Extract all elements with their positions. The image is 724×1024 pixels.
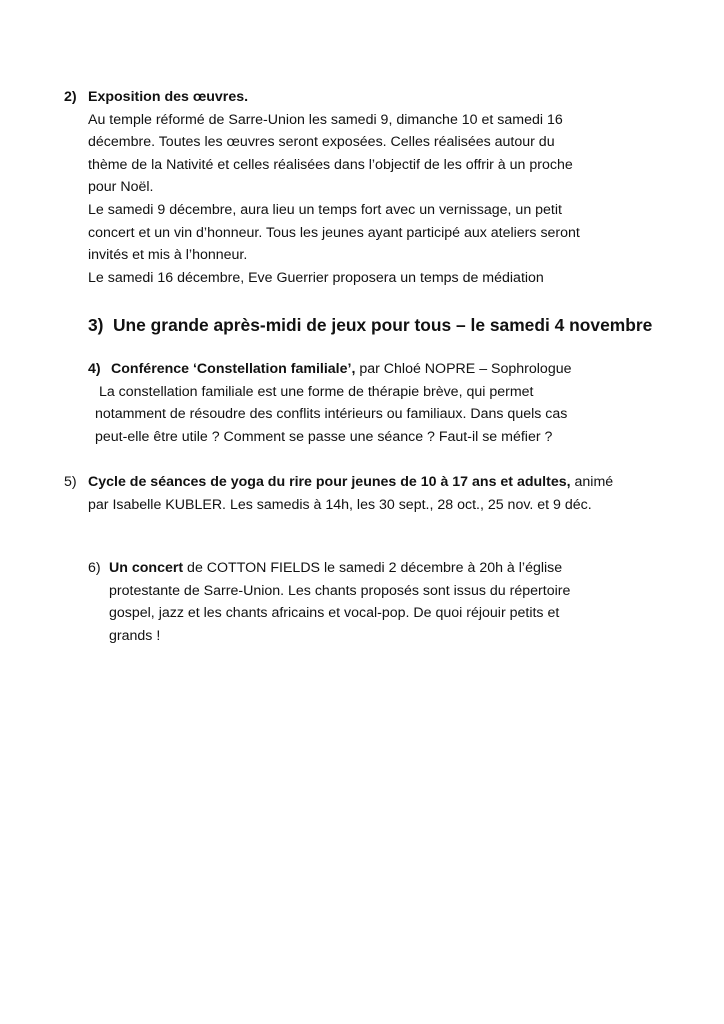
- section-subtitle: animé: [570, 474, 614, 490]
- section-title: Cycle de séances de yoga du rire pour jeunes de 10 à 17 ans et adultes,: [88, 474, 571, 490]
- paragraph-line: grands !: [109, 627, 161, 644]
- section-subtitle: de COTTON FIELDS le samedi 2 décembre à 20h à l’église: [183, 560, 563, 576]
- paragraph-line: protestante de Sarre-Union. Les chants proposés sont issus du répertoire: [109, 582, 571, 599]
- section-title: Une grande après-midi de jeux pour tous – le samedi 4 novembre: [113, 315, 653, 335]
- paragraph-line: La constellation familiale est une forme de thérapie brève, qui permet: [95, 383, 534, 400]
- item-number: 6): [88, 560, 101, 576]
- section-title: Un concert: [109, 560, 184, 576]
- item-number: 2): [64, 89, 77, 105]
- section-title: Exposition des œuvres.: [88, 89, 249, 105]
- paragraph-line: par Isabelle KUBLER. Les samedis à 14h, les 30 sept., 28 oct., 25 nov. et 9 déc.: [88, 496, 592, 513]
- section-title-line: [111, 358, 572, 381]
- item-number: 5): [64, 474, 77, 490]
- paragraph-line: concert et un vin d’honneur. Tous les jeunes ayant participé aux ateliers seront: [88, 224, 580, 241]
- paragraph-line: Le samedi 16 décembre, Eve Guerrier proposera un temps de médiation: [88, 269, 544, 286]
- paragraph-line: thème de la Nativité et celles réalisées dans l’objectif de les offrir à un proche: [88, 156, 573, 173]
- section-subtitle: par Chloé NOPRE – Sophrologue: [355, 361, 572, 377]
- section-title: Conférence ‘Constellation familiale’,: [111, 361, 356, 377]
- paragraph-line: notamment de résoudre des conflits intérieurs ou familiaux. Dans quels cas: [95, 406, 568, 423]
- paragraph-line: invités et mis à l’honneur.: [88, 247, 248, 264]
- paragraph-line: Le samedi 9 décembre, aura lieu un temps fort avec un vernissage, un petit: [88, 201, 562, 218]
- paragraph-line: gospel, jazz et les chants africains et vocal-pop. De quoi réjouir petits et: [109, 605, 560, 622]
- item-number: 3): [88, 315, 104, 335]
- section-title-line: [88, 471, 613, 494]
- paragraph-line: Au temple réformé de Sarre-Union les samedi 9, dimanche 10 et samedi 16: [88, 111, 563, 128]
- paragraph-line: décembre. Toutes les œuvres seront exposées. Celles réalisées autour du: [88, 134, 555, 151]
- item-number: 4): [88, 361, 101, 377]
- paragraph-line: peut-elle être utile ? Comment se passe une séance ? Faut-il se méfier ?: [95, 428, 553, 445]
- section-title-line: [109, 557, 570, 580]
- paragraph-line: pour Noël.: [88, 179, 154, 196]
